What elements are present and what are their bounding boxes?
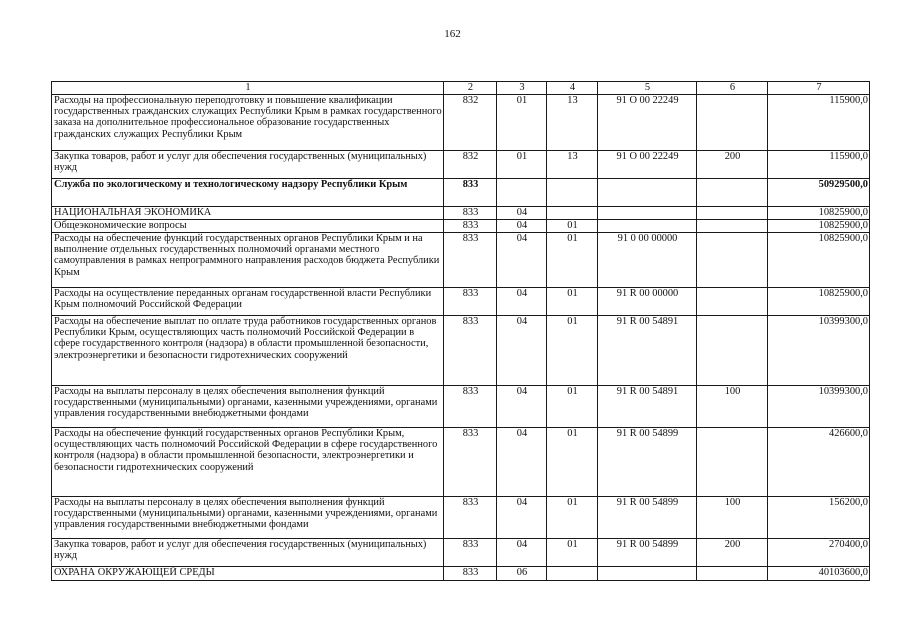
row-amount: 270400,0: [768, 539, 870, 567]
row-subsection: 13: [547, 95, 598, 151]
row-name: НАЦИОНАЛЬНАЯ ЭКОНОМИКА: [52, 207, 444, 220]
row-expense-type: 100: [697, 497, 768, 539]
row-subsection: 01: [547, 539, 598, 567]
row-name: Расходы на обеспечение выплат по оплате труда работников государственных органов Республики Крым, осуществляющих часть полномочий Российской Федерации в сфере государственного контроля (надзора) в области промышленной безопасности, электроэнергетики и безопасности гидротехнических сооружений: [52, 316, 444, 386]
table-body: [52, 95, 870, 581]
page-number: 162: [444, 28, 461, 40]
row-target-article: [598, 207, 697, 220]
row-target-article: 91 R 00 54891: [598, 386, 697, 428]
row-section: 04: [497, 220, 547, 233]
row-subsection: 01: [547, 316, 598, 386]
table-row: [52, 386, 870, 428]
row-amount: 10825900,0: [768, 288, 870, 316]
table-row: [52, 220, 870, 233]
row-amount: 10825900,0: [768, 233, 870, 288]
header-col-7: 7: [768, 82, 870, 95]
row-admin-code: 832: [444, 95, 497, 151]
row-name: Расходы на обеспечение функций государственных органов Республики Крым и на выполнение отдельных государственных полномочий органами местного самоуправления в рамках непрограммного направления расходов бюджета Республики Крым: [52, 233, 444, 288]
row-amount: 50929500,0: [768, 179, 870, 207]
row-target-article: [598, 220, 697, 233]
row-amount: 115900,0: [768, 151, 870, 179]
header-col-3: 3: [497, 82, 547, 95]
row-section: 04: [497, 386, 547, 428]
row-expense-type: [697, 233, 768, 288]
row-expense-type: [697, 316, 768, 386]
table-row: [52, 151, 870, 179]
table-row: [52, 316, 870, 386]
row-subsection: [547, 207, 598, 220]
table-row: [52, 288, 870, 316]
row-target-article: 91 О 00 22249: [598, 95, 697, 151]
row-admin-code: 832: [444, 151, 497, 179]
row-expense-type: [697, 220, 768, 233]
row-expense-type: 200: [697, 151, 768, 179]
row-subsection: 01: [547, 386, 598, 428]
row-name: Служба по экологическому и технологическому надзору Республики Крым: [52, 179, 444, 207]
row-expense-type: [697, 207, 768, 220]
row-expense-type: 100: [697, 386, 768, 428]
row-section: 04: [497, 207, 547, 220]
row-admin-code: 833: [444, 497, 497, 539]
row-section: 04: [497, 233, 547, 288]
row-target-article: 91 О 00 22249: [598, 151, 697, 179]
row-target-article: 91 R 00 54899: [598, 428, 697, 497]
row-expense-type: [697, 428, 768, 497]
row-amount: 10825900,0: [768, 220, 870, 233]
row-section: 04: [497, 288, 547, 316]
row-admin-code: 833: [444, 316, 497, 386]
table-row: [52, 539, 870, 567]
budget-table: [51, 81, 870, 581]
row-subsection: [547, 179, 598, 207]
row-section: 04: [497, 539, 547, 567]
row-name: Закупка товаров, работ и услуг для обеспечения государственных (муниципальных) нужд: [52, 151, 444, 179]
row-target-article: 91 R 00 54899: [598, 539, 697, 567]
row-name: ОХРАНА ОКРУЖАЮЩЕЙ СРЕДЫ: [52, 567, 444, 581]
row-name: Расходы на обеспечение функций государственных органов Республики Крым, осуществляющих часть полномочий Российской Федерации в сфере государственного контроля (надзора) в области промышленной безопасности, электроэнергетики и безопасности гидротехнических сооружений: [52, 428, 444, 497]
row-admin-code: 833: [444, 386, 497, 428]
header-col-5: 5: [598, 82, 697, 95]
row-name: Расходы на осуществление переданных органам государственной власти Республики Крым полномочий Российской Федерации: [52, 288, 444, 316]
row-section: 01: [497, 151, 547, 179]
table-row: [52, 95, 870, 151]
header-col-1: 1: [52, 82, 444, 95]
header-row: [52, 82, 870, 95]
header-col-4: 4: [547, 82, 598, 95]
row-subsection: 01: [547, 497, 598, 539]
row-amount: 40103600,0: [768, 567, 870, 581]
table-row: [52, 207, 870, 220]
row-admin-code: 833: [444, 233, 497, 288]
row-admin-code: 833: [444, 428, 497, 497]
row-target-article: 91 R 00 00000: [598, 288, 697, 316]
header-col-6: 6: [697, 82, 768, 95]
row-admin-code: 833: [444, 288, 497, 316]
row-target-article: 91 0 00 00000: [598, 233, 697, 288]
row-admin-code: 833: [444, 220, 497, 233]
row-name: Расходы на профессиональную переподготовку и повышение квалификации государственных гражданских служащих Республики Крым в рамках государственного заказа на дополнительное профессиональное образование государственных гражданских служащих Республики Крым: [52, 95, 444, 151]
row-amount: 10825900,0: [768, 207, 870, 220]
row-subsection: 01: [547, 220, 598, 233]
table-row: [52, 567, 870, 581]
row-target-article: 91 R 00 54891: [598, 316, 697, 386]
table-row: [52, 233, 870, 288]
row-amount: 426600,0: [768, 428, 870, 497]
row-admin-code: 833: [444, 179, 497, 207]
row-admin-code: 833: [444, 207, 497, 220]
row-section: 04: [497, 428, 547, 497]
row-amount: 10399300,0: [768, 386, 870, 428]
row-section: 01: [497, 95, 547, 151]
header-col-2: 2: [444, 82, 497, 95]
row-name: Общеэкономические вопросы: [52, 220, 444, 233]
table-row: [52, 497, 870, 539]
row-subsection: [547, 567, 598, 581]
row-amount: 115900,0: [768, 95, 870, 151]
row-target-article: 91 R 00 54899: [598, 497, 697, 539]
row-subsection: 01: [547, 233, 598, 288]
table-row: [52, 428, 870, 497]
row-amount: 156200,0: [768, 497, 870, 539]
row-section: 06: [497, 567, 547, 581]
row-target-article: [598, 567, 697, 581]
row-subsection: 01: [547, 428, 598, 497]
row-section: 04: [497, 497, 547, 539]
table-row: [52, 179, 870, 207]
row-expense-type: [697, 95, 768, 151]
row-expense-type: [697, 288, 768, 316]
row-admin-code: 833: [444, 539, 497, 567]
row-target-article: [598, 179, 697, 207]
row-name: Закупка товаров, работ и услуг для обеспечения государственных (муниципальных) нужд: [52, 539, 444, 567]
row-name: Расходы на выплаты персоналу в целях обеспечения выполнения функций государственными (муниципальными) органами, казенными учреждениями, органами управления государственными внебюджетными фондами: [52, 386, 444, 428]
row-expense-type: 200: [697, 539, 768, 567]
row-subsection: 13: [547, 151, 598, 179]
row-section: [497, 179, 547, 207]
row-expense-type: [697, 567, 768, 581]
row-section: 04: [497, 316, 547, 386]
row-name: Расходы на выплаты персоналу в целях обеспечения выполнения функций государственными (муниципальными) органами, казенными учреждениями, органами управления государственными внебюджетными фондами: [52, 497, 444, 539]
row-admin-code: 833: [444, 567, 497, 581]
row-subsection: 01: [547, 288, 598, 316]
row-expense-type: [697, 179, 768, 207]
row-amount: 10399300,0: [768, 316, 870, 386]
